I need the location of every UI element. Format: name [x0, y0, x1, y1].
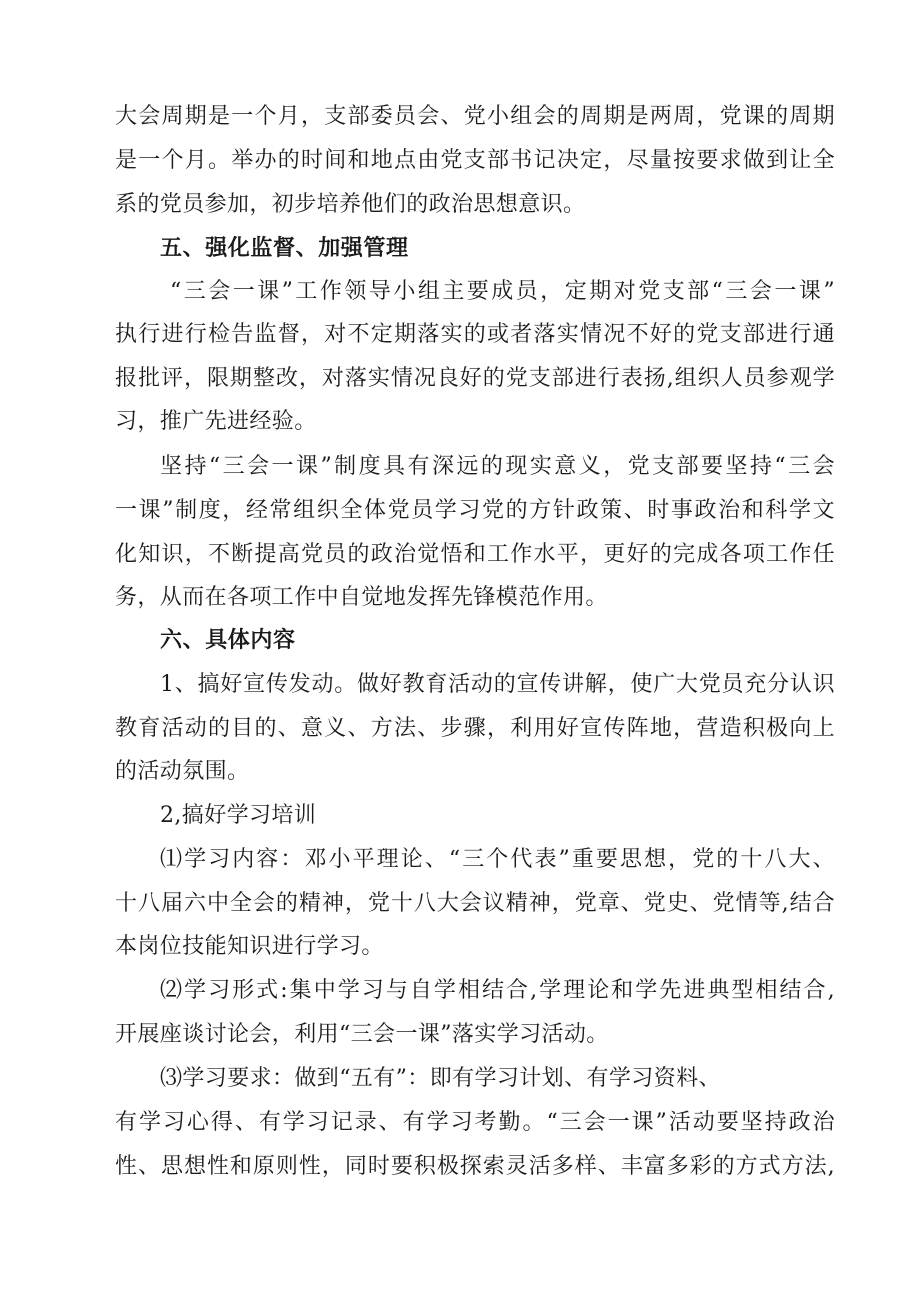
paragraph-line: 习，推广先进经验。	[115, 409, 317, 434]
paragraph-line: 务，从而在各项工作中自觉地发挥先锋模范作用。	[115, 585, 608, 610]
paragraph-line: 化知识，不断提高党员的政治觉悟和工作水平，更好的完成各项工作任	[115, 542, 835, 567]
paragraph-line: 1、搞好宣传发动。做好教育活动的宣传讲解，使广大党员充分认识	[160, 672, 835, 697]
paragraph-line: 有学习心得、有学习记录、有学习考勤。“三会一课”活动要坚持政治	[115, 1110, 835, 1135]
paragraph-line: 报批评，限期整改，对落实情况良好的党支部进行表扬,组织人员参观学	[115, 366, 835, 391]
paragraph-line: 开展座谈讨论会，利用“三会一课”落实学习活动。	[115, 1022, 609, 1047]
paragraph-line: 十八届六中全会的精神，党十八大会议精神，党章、党史、党情等,结合	[115, 891, 835, 916]
paragraph-line: 执行进行检告监督，对不定期落实的或者落实情况不好的党支部进行通	[115, 322, 835, 347]
paragraph-line: 一课”制度，经常组织全体党员学习党的方针政策、时事政治和科学文	[115, 498, 835, 523]
paragraph-line: 大会周期是一个月，支部委员会、党小组会的周期是两周，党课的周期	[115, 104, 835, 129]
paragraph-line: 2,搞好学习培训	[160, 803, 317, 828]
paragraph-line: 性、思想性和原则性，同时要积极探索灵活多样、丰富多彩的方式方法,	[115, 1154, 835, 1179]
section-heading: 五、强化监督、加强管理	[160, 236, 409, 261]
paragraph-line: 是一个月。举办的时间和地点由党支部书记决定，尽量按要求做到让全	[115, 148, 835, 173]
paragraph-line: ⑴学习内容：邓小平理论、“三个代表”重要思想，党的十八大、	[160, 847, 835, 872]
paragraph-line: ⑶学习要求：做到“五有”：即有学习计划、有学习资料、	[160, 1066, 721, 1091]
paragraph-line: 教育活动的目的、意义、方法、步骤，利用好宣传阵地，营造积极向上	[115, 716, 835, 741]
paragraph-line: “三会一课”工作领导小组主要成员，定期对党支部“三会一课”	[170, 279, 835, 304]
section-heading: 六、具体内容	[160, 628, 296, 653]
paragraph-line: ⑵学习形式:集中学习与自学相结合,学理论和学先进典型相结合,	[160, 978, 835, 1003]
paragraph-line: 系的党员参加，初步培养他们的政治思想意识。	[115, 192, 586, 217]
paragraph-line: 的活动氛围。	[115, 759, 250, 784]
paragraph-line: 坚持“三会一课”制度具有深远的现实意义，党支部要坚持“三会	[160, 454, 835, 479]
paragraph-line: 本岗位技能知识进行学习。	[115, 934, 384, 959]
